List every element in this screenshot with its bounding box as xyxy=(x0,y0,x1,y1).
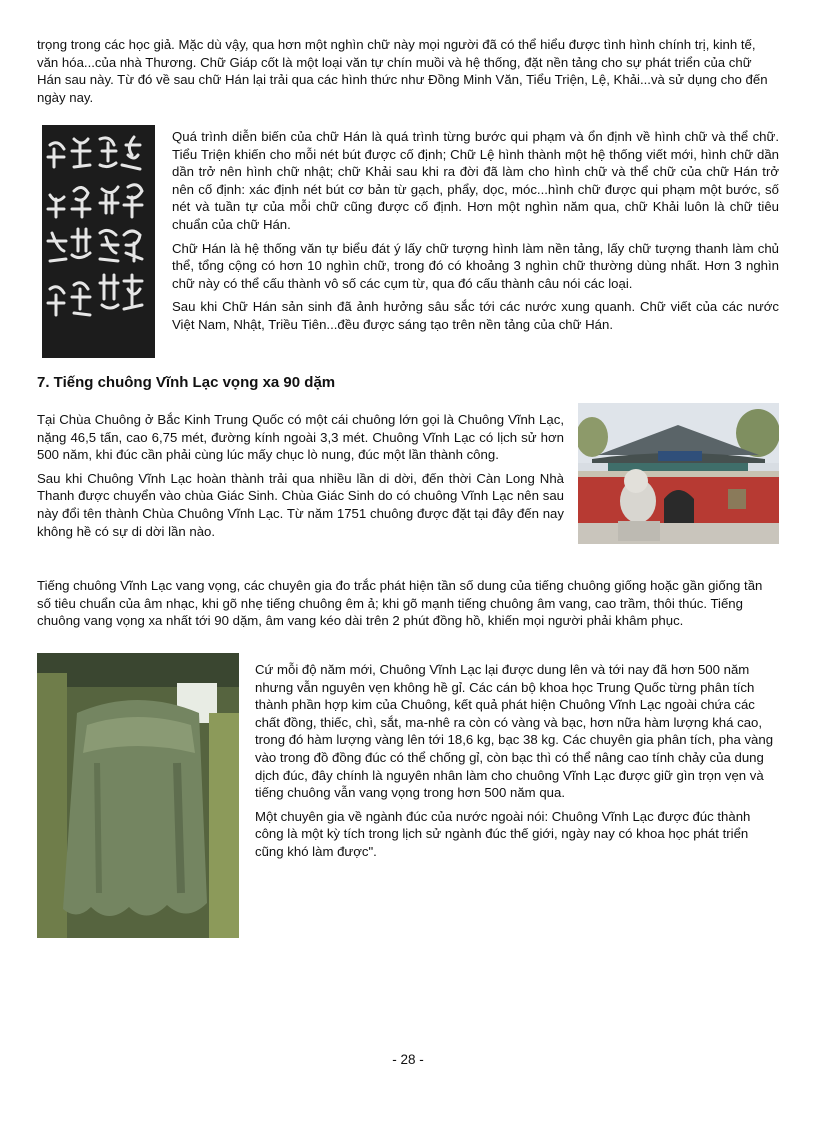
bell-intro-paragraph: Tại Chùa Chuông ở Bắc Kinh Trung Quốc có một cái chuông lớn gọi là Chuông Vĩnh Lạc, nặng 46,5 tấn, cao 6,75 mét, đường kính ngoài 3,3 mét. Chuông Vĩnh Lạc có lịch sử hơn 500 năm, khi đúc cần phải cùng lúc mấy chục lò nung, đúc một lần thành công. xyxy=(37,412,564,463)
bell-history-paragraph: Sau khi Chuông Vĩnh Lạc hoàn thành trải qua nhiều lần di dời, đến thời Càn Long Nhà Thanh được chuyển vào chùa Giác Sinh. Chùa Giác Sinh do có chuông Vĩnh Lạc nên sau này đổi tên thành Chùa Chuông Vĩnh Lạc. Từ năm 1751 chuông được đặt tại đây đến nay không hề có sự di dời lần nào. xyxy=(37,470,564,539)
bell-expert-quote-paragraph: Một chuyên gia về ngành đúc của nước ngoài nói: Chuông Vĩnh Lạc được đúc thành công là một kỳ tích trong lịch sử ngành đúc thế giới, ngày nay có khoa học phát triển cũng khó làm được". xyxy=(255,808,751,859)
bell-photo xyxy=(37,653,239,938)
page-number: - 28 - xyxy=(392,1052,424,1067)
script-system-paragraph: Chữ Hán là hệ thống văn tự biểu đát ý lấy chữ tượng hình làm nền tảng, lấy chữ tượng thanh làm chủ thể, tổng cộng có hơn 10 nghìn chữ, trong đó có khoảng 3 nghìn chữ thường dùng nhất. Hơn 3 nghìn chữ này có thể cấu thành vô số các cụm từ, qua đó cấu thành câu nói các loại. xyxy=(172,240,779,291)
intro-paragraph: trọng trong các học giả. Mặc dù vậy, qua hơn một nghìn chữ này mọi người đã có thể hiểu được tình hình chính trị, kinh tế, văn hóa...của nhà Thương. Chữ Giáp cốt là một loại văn tự chín muồi và hệ thống, đặt nền tảng cho sự phát triển của chữ Hán sau này. Từ đó về sau chữ Hán lại trải qua các hình thức như Đồng Minh Văn, Tiểu Triện, Lệ, Khải...và sử dụng cho đến ngày nay. xyxy=(37,37,768,105)
script-evolution-paragraph: Quá trình diễn biến của chữ Hán là quá trình từng bước qui phạm và ổn định về hình chữ và thể chữ. Tiểu Triện khiến cho mỗi nét bút được cố định; Chữ Lệ hình thành một hệ thống viết mới, hình chữ dần dần trở nên hình chữ nhật; chữ Khải sau khi ra đời đã làm cho hình chữ và thể chữ của chữ Hán trở nên cố định: xác định nét bút cơ bản từ gạch, phẩy, dọc, móc...hình chữ được qui phạm một bước, số nét và tuần tự của mỗi chữ cũng được cố định. Hơn một nghìn năm qua, chữ Khải luôn là chữ tiêu chuẩn của chữ Hán. xyxy=(172,129,779,232)
section-heading: 7. Tiếng chuông Vĩnh Lạc vọng xa 90 dặm xyxy=(37,374,336,391)
calligraphy-image xyxy=(42,125,155,358)
script-influence-paragraph: Sau khi Chữ Hán sản sinh đã ảnh hưởng sâu sắc tới các nước xung quanh. Chữ viết của các nước Việt Nam, Nhật, Triều Tiên...đều được sáng tạo trên nền tảng của chữ Hán. xyxy=(172,299,779,332)
bell-sound-paragraph: Tiếng chuông Vĩnh Lạc vang vọng, các chuyên gia đo trắc phát hiện tần số dung của tiếng chuông giống hoặc gần giống tần số tiêu chuẩn của âm nhạc, khi gõ nhẹ tiếng chuông êm ả; khi gõ mạnh tiếng chuông âm vang, cao trầm, thôi thúc. Tiếng chuông vang vọng xa nhất tới 90 dặm, âm vang kéo dài trên 2 phút đồng hồ, khiến mọi người phải khâm phục. xyxy=(37,578,763,629)
temple-photo xyxy=(578,403,779,544)
bell-alloy-paragraph: Cứ mỗi độ năm mới, Chuông Vĩnh Lạc lại được dung lên và tới nay đã hơn 500 năm nhưng vẫn nguyên vẹn không hề gỉ. Các cán bộ khoa học Trung Quốc từng phân tích thành phần hợp kim của Chuông, kết quả phát hiện Chuông Vĩnh Lạc ngoài chứa các chất đồng, thiếc, chì, sắt, ma-nhê ra còn có vàng và bạc, hơn nữa hàm lượng khá cao, trong đó hàm lượng vàng lên tới 18,6 kg, bạc 38 kg. Các chuyên gia phân tích, pha vàng vào trong đồ đồng đúc có thể chống gỉ, còn bạc thì có thể nâng cao tính chảy của dung dịch đúc, đây chính là nguyên nhân làm cho chuông Vĩnh Lạc được giữ gìn trọn vẹn và tiếng chuông vẫn vang vọng trong hơn 500 năm qua. xyxy=(255,662,774,801)
